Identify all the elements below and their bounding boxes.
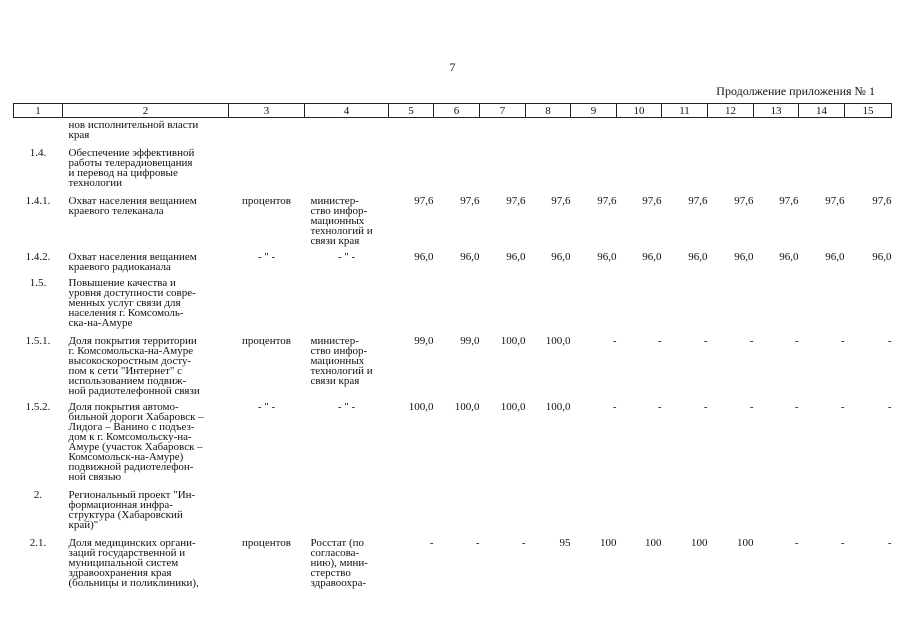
indicator-value: 96,0 xyxy=(825,251,845,263)
responsible-body xyxy=(305,530,389,588)
indicator-name xyxy=(63,482,229,530)
unit-of-measure xyxy=(229,246,305,272)
cell-line: - " - xyxy=(257,251,276,263)
indicator-value xyxy=(662,272,708,328)
indicator-value xyxy=(799,482,845,530)
cell-line: ство инфор- xyxy=(310,345,368,357)
indicator-name xyxy=(63,272,229,328)
indicator-value xyxy=(480,272,526,328)
indicator-value: 95 xyxy=(559,537,571,549)
table-row xyxy=(14,328,892,396)
indicator-value: 96,0 xyxy=(506,251,526,263)
column-header-5: 5 xyxy=(389,104,434,118)
cell-line: Доля покрытия автомо- xyxy=(68,401,179,413)
column-header-11: 11 xyxy=(662,104,708,118)
indicator-value: 96,0 xyxy=(642,251,662,263)
responsible-body xyxy=(305,396,389,482)
unit-of-measure xyxy=(229,328,305,396)
indicator-value: - xyxy=(657,335,662,347)
cell-line: г. Комсомольска-на-Амуре xyxy=(68,345,194,357)
row-number: 1.5. xyxy=(29,277,47,289)
indicator-value: - xyxy=(887,537,892,549)
cell-line: процентов xyxy=(242,335,291,347)
row-number: 1.5.1. xyxy=(25,335,51,347)
indicator-value: 96,0 xyxy=(872,251,892,263)
column-header-1: 1 xyxy=(14,104,63,118)
indicator-value: - xyxy=(429,537,434,549)
indicator-value: 100,0 xyxy=(500,335,526,347)
cell-line: стерство xyxy=(310,567,351,579)
unit-of-measure xyxy=(229,272,305,328)
cell-line: ство инфор- xyxy=(310,205,368,217)
cell-line: Охват населения вещанием xyxy=(68,251,197,263)
indicators-table xyxy=(13,103,892,588)
indicator-value xyxy=(571,118,617,141)
row-number: 1.4. xyxy=(29,147,47,159)
cell-line: подвижной радиотелефон- xyxy=(68,461,194,473)
indicator-value xyxy=(434,140,480,188)
cell-line: технологий и xyxy=(310,225,373,237)
cell-line: технологии xyxy=(68,177,123,189)
cell-line: работы телерадиовещания xyxy=(68,157,193,169)
cell-line: министер- xyxy=(310,335,359,347)
indicator-value xyxy=(662,482,708,530)
indicator-value xyxy=(480,118,526,141)
indicator-value: 100,0 xyxy=(454,401,480,413)
cell-line: связи края xyxy=(310,235,360,247)
indicator-value xyxy=(389,140,434,188)
indicator-value: 100,0 xyxy=(545,335,571,347)
indicator-value: - xyxy=(703,335,708,347)
indicator-value xyxy=(434,118,480,141)
cell-line: процентов xyxy=(242,537,291,549)
unit-of-measure xyxy=(229,188,305,246)
indicator-value xyxy=(617,272,662,328)
indicator-value: 100 xyxy=(737,537,754,549)
page-number: 7 xyxy=(449,60,456,74)
indicator-value xyxy=(571,140,617,188)
indicator-value xyxy=(434,482,480,530)
cell-line: краевого телеканала xyxy=(68,205,164,217)
row-number: 2. xyxy=(33,489,43,501)
cell-line: Доля медицинских органи- xyxy=(68,537,196,549)
cell-line: связи края xyxy=(310,375,360,387)
indicator-value xyxy=(389,118,434,141)
appendix-continuation-label: Продолжение приложения № 1 xyxy=(716,84,875,98)
row-number: 2.1. xyxy=(29,537,47,549)
indicator-value xyxy=(799,118,845,141)
responsible-body xyxy=(305,246,389,272)
column-number-row xyxy=(14,104,892,118)
row-number: 1.4.1. xyxy=(25,195,51,207)
table-row xyxy=(14,530,892,588)
indicator-value: 97,6 xyxy=(688,195,708,207)
column-header-6: 6 xyxy=(434,104,480,118)
indicator-name xyxy=(63,246,229,272)
indicator-value: 97,6 xyxy=(779,195,799,207)
row-number xyxy=(14,118,63,141)
column-header-2: 2 xyxy=(63,104,229,118)
table-body xyxy=(14,118,892,589)
indicator-value: 97,6 xyxy=(642,195,662,207)
cell-line: формационная инфра- xyxy=(68,499,173,511)
cell-line: мационных xyxy=(310,215,365,227)
indicator-value xyxy=(754,118,799,141)
indicator-value: - xyxy=(794,537,799,549)
column-header-4: 4 xyxy=(305,104,389,118)
column-header-14: 14 xyxy=(799,104,845,118)
table-row xyxy=(14,246,892,272)
row-number: 1.5.2. xyxy=(25,401,51,413)
indicator-value xyxy=(617,482,662,530)
indicator-value xyxy=(571,272,617,328)
cell-line: ска-на-Амуре xyxy=(68,317,133,329)
indicator-value: 99,0 xyxy=(414,335,434,347)
indicator-value xyxy=(754,140,799,188)
cell-line: высокоскоростным досту- xyxy=(68,355,192,367)
indicator-name xyxy=(63,188,229,246)
cell-line: заций государственной и xyxy=(68,547,186,559)
table-header xyxy=(14,104,892,118)
cell-line: муниципальной систем xyxy=(68,557,179,569)
indicator-value xyxy=(845,140,892,188)
indicator-value: 100,0 xyxy=(545,401,571,413)
cell-line: министер- xyxy=(310,195,359,207)
column-header-8: 8 xyxy=(526,104,571,118)
responsible-body xyxy=(305,118,389,141)
indicator-value xyxy=(617,140,662,188)
indicator-value: 100 xyxy=(600,537,617,549)
indicator-value: - xyxy=(612,335,617,347)
indicator-value: 100,0 xyxy=(500,401,526,413)
column-header-3: 3 xyxy=(229,104,305,118)
cell-line: Повышение качества и xyxy=(68,277,176,289)
table-row xyxy=(14,188,892,246)
indicator-name xyxy=(63,118,229,141)
cell-line: уровня доступности совре- xyxy=(68,287,196,299)
indicator-value xyxy=(526,482,571,530)
indicator-value: 97,6 xyxy=(872,195,892,207)
indicator-value xyxy=(480,482,526,530)
indicator-value: 100 xyxy=(691,537,708,549)
indicator-value xyxy=(389,482,434,530)
column-header-12: 12 xyxy=(708,104,754,118)
cell-line: края xyxy=(68,129,90,141)
indicator-name xyxy=(63,530,229,588)
column-header-10: 10 xyxy=(617,104,662,118)
unit-of-measure xyxy=(229,140,305,188)
indicator-value xyxy=(526,118,571,141)
indicator-value xyxy=(526,272,571,328)
column-header-7: 7 xyxy=(480,104,526,118)
indicator-value xyxy=(708,272,754,328)
table-row xyxy=(14,482,892,530)
unit-of-measure xyxy=(229,396,305,482)
table-row xyxy=(14,396,892,482)
indicator-value xyxy=(708,482,754,530)
indicator-value xyxy=(754,272,799,328)
indicator-value: 97,6 xyxy=(414,195,434,207)
cell-line: дом к г. Комсомольску-на- xyxy=(68,431,192,443)
unit-of-measure xyxy=(229,482,305,530)
table-row xyxy=(14,140,892,188)
indicator-value: 96,0 xyxy=(414,251,434,263)
cell-line: мационных xyxy=(310,355,365,367)
indicator-value xyxy=(480,140,526,188)
responsible-body xyxy=(305,328,389,396)
indicator-value xyxy=(526,140,571,188)
indicator-value xyxy=(434,272,480,328)
indicator-value: 96,0 xyxy=(551,251,571,263)
indicator-value xyxy=(617,118,662,141)
indicator-value: 97,6 xyxy=(460,195,480,207)
cell-line: нов исполнительной власти xyxy=(68,119,199,131)
responsible-body xyxy=(305,188,389,246)
indicator-value: - xyxy=(475,537,480,549)
indicator-name xyxy=(63,396,229,482)
indicator-value xyxy=(662,140,708,188)
indicator-value xyxy=(799,272,845,328)
cell-line: согласова- xyxy=(310,547,360,559)
indicator-value: - xyxy=(612,401,617,413)
cell-line: - " - xyxy=(337,251,356,263)
cell-line: (больницы и поликлиники), xyxy=(68,577,199,589)
indicator-value xyxy=(845,118,892,141)
indicator-value: 100,0 xyxy=(408,401,434,413)
indicator-value: 96,0 xyxy=(688,251,708,263)
indicator-name xyxy=(63,328,229,396)
cell-line: использованием подвиж- xyxy=(68,375,187,387)
responsible-body xyxy=(305,140,389,188)
cell-line: менных услуг связи для xyxy=(68,297,181,309)
indicator-value xyxy=(845,482,892,530)
indicator-value: - xyxy=(794,401,799,413)
indicator-value xyxy=(708,118,754,141)
indicator-value: - xyxy=(887,401,892,413)
cell-line: Региональный проект "Ин- xyxy=(68,489,196,501)
cell-line: Комсомольск-на-Амуре) xyxy=(68,451,184,463)
indicator-value: - xyxy=(749,335,754,347)
cell-line: и перевод на цифровые xyxy=(68,167,178,179)
indicator-value: 97,6 xyxy=(825,195,845,207)
indicator-value xyxy=(571,482,617,530)
indicator-value: - xyxy=(521,537,526,549)
indicator-value: 97,6 xyxy=(734,195,754,207)
column-header-15: 15 xyxy=(845,104,892,118)
cell-line: бильной дороги Хабаровск – xyxy=(68,411,204,423)
cell-line: край)" xyxy=(68,519,99,531)
cell-line: Обеспечение эффективной xyxy=(68,147,195,159)
cell-line: ной связью xyxy=(68,471,122,483)
indicator-value: 97,6 xyxy=(506,195,526,207)
indicator-value: - xyxy=(840,335,845,347)
cell-line: краевого радиоканала xyxy=(68,261,171,273)
indicator-value: - xyxy=(887,335,892,347)
indicator-value: - xyxy=(840,537,845,549)
indicator-value: 97,6 xyxy=(597,195,617,207)
indicator-value xyxy=(754,482,799,530)
cell-line: Амуре (участок Хабаровск – xyxy=(68,441,203,453)
indicator-value: 97,6 xyxy=(551,195,571,207)
column-header-13: 13 xyxy=(754,104,799,118)
responsible-body xyxy=(305,272,389,328)
cell-line: населения г. Комсомоль- xyxy=(68,307,184,319)
indicator-value xyxy=(662,118,708,141)
cell-line: ной радиотелефонной связи xyxy=(68,385,200,397)
cell-line: Росстат (по xyxy=(310,537,365,549)
unit-of-measure xyxy=(229,530,305,588)
cell-line: пом к сети "Интернет" с xyxy=(68,365,183,377)
cell-line: - " - xyxy=(257,401,276,413)
cell-line: здравоохранения края xyxy=(68,567,172,579)
indicator-value: 99,0 xyxy=(460,335,480,347)
cell-line: Охват населения вещанием xyxy=(68,195,197,207)
indicator-value: 96,0 xyxy=(460,251,480,263)
cell-line: структура (Хабаровский xyxy=(68,509,183,521)
indicator-value: - xyxy=(703,401,708,413)
indicator-value xyxy=(708,140,754,188)
row-number: 1.4.2. xyxy=(25,251,51,263)
cell-line: нию), мини- xyxy=(310,557,368,569)
cell-line: технологий и xyxy=(310,365,373,377)
indicator-value: 96,0 xyxy=(734,251,754,263)
cell-line: - " - xyxy=(337,401,356,413)
indicator-value: 100 xyxy=(645,537,662,549)
indicator-value: - xyxy=(749,401,754,413)
indicator-value xyxy=(799,140,845,188)
unit-of-measure xyxy=(229,118,305,141)
indicator-value xyxy=(389,272,434,328)
responsible-body xyxy=(305,482,389,530)
table-row xyxy=(14,118,892,141)
indicator-value: - xyxy=(794,335,799,347)
indicator-value xyxy=(845,272,892,328)
cell-line: здравоохра- xyxy=(310,577,367,589)
indicator-value: - xyxy=(840,401,845,413)
indicator-value: 96,0 xyxy=(597,251,617,263)
indicator-value: 96,0 xyxy=(779,251,799,263)
column-header-9: 9 xyxy=(571,104,617,118)
table-row xyxy=(14,272,892,328)
cell-line: Лидога – Ванино с подъез- xyxy=(68,421,195,433)
cell-line: Доля покрытия территории xyxy=(68,335,197,347)
indicator-name xyxy=(63,140,229,188)
indicator-value: - xyxy=(657,401,662,413)
cell-line: процентов xyxy=(242,195,291,207)
